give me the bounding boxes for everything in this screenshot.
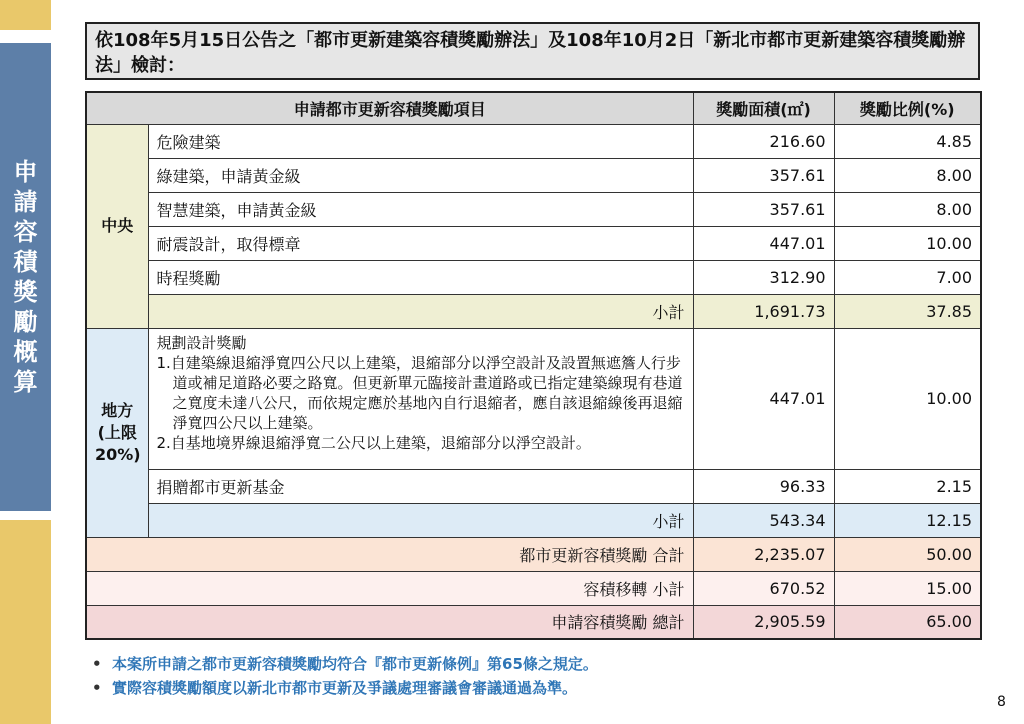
- sidebar-top-accent: [0, 0, 51, 30]
- notes-list: [92, 652, 972, 700]
- plan-item-1: 1.自建築線退縮淨寬四公尺以上建築，退縮部分以淨空設計及設置無遮簷人行步道或補足道路必要之路寬。但更新單元臨接計畫道路或已指定建築線現有巷道之寬度未達八公尺，而依規定應於基地內自行退縮者，應自該退縮線後再退縮淨寬四公尺以上建築。: [156, 353, 683, 432]
- page-number: 8: [997, 694, 1006, 710]
- subtotal-label: 小計: [148, 503, 693, 537]
- grand-total-label: 申請容積獎勵 總計: [86, 605, 693, 639]
- row-name: 綠建築，申請黃金級: [148, 158, 693, 192]
- note-item: [92, 652, 972, 676]
- row-area: 96.33: [693, 469, 834, 503]
- subtotal-area: 1,691.73: [693, 294, 834, 328]
- group-local-label: 地方 (上限 20%): [86, 328, 148, 537]
- row-ratio: 10.00: [834, 328, 981, 469]
- note-text: 實際容積獎勵額度以新北市都市更新及爭議處理審議會審議通過為準。: [112, 679, 578, 697]
- subtotal-area: 543.34: [693, 503, 834, 537]
- bullet-icon: •: [92, 655, 102, 673]
- bonus-table: [85, 91, 982, 640]
- note-item: [92, 676, 972, 700]
- table-header-row: [86, 92, 981, 124]
- row-area: 447.01: [693, 226, 834, 260]
- subtotal-ratio: 37.85: [834, 294, 981, 328]
- sidebar-title: 申請容積獎勵概算: [13, 158, 38, 396]
- header-ratio: 獎勵比例(%): [834, 92, 981, 124]
- plan-item-2: 2.自基地境界線退縮淨寬二公尺以上建築，退縮部分以淨空設計。: [156, 433, 591, 452]
- header-item: 申請都市更新容積獎勵項目: [86, 92, 693, 124]
- transfer-row: [86, 571, 981, 605]
- row-ratio: 2.15: [834, 469, 981, 503]
- group-central-label: 中央: [86, 124, 148, 328]
- table-row: [86, 328, 981, 469]
- plan-design-cell: [148, 328, 693, 469]
- row-area: 357.61: [693, 158, 834, 192]
- transfer-ratio: 15.00: [834, 571, 981, 605]
- row-name: 危險建築: [148, 124, 693, 158]
- row-ratio: 8.00: [834, 192, 981, 226]
- bullet-icon: •: [92, 679, 102, 697]
- total-bonus-row: [86, 537, 981, 571]
- transfer-area: 670.52: [693, 571, 834, 605]
- row-area: 357.61: [693, 192, 834, 226]
- local-subtotal-row: [86, 503, 981, 537]
- table-row: [86, 226, 981, 260]
- transfer-label: 容積移轉 小計: [86, 571, 693, 605]
- table-row: [86, 192, 981, 226]
- note-text: 本案所申請之都市更新容積獎勵均符合『都市更新條例』第65條之規定。: [112, 655, 598, 673]
- row-name: 智慧建築，申請黃金級: [148, 192, 693, 226]
- row-area: 216.60: [693, 124, 834, 158]
- total-bonus-ratio: 50.00: [834, 537, 981, 571]
- plan-title: 規劃設計獎勵: [156, 333, 247, 352]
- grand-total-ratio: 65.00: [834, 605, 981, 639]
- row-ratio: 8.00: [834, 158, 981, 192]
- row-name: 時程獎勵: [148, 260, 693, 294]
- row-area: 312.90: [693, 260, 834, 294]
- row-ratio: 10.00: [834, 226, 981, 260]
- sidebar-title-panel: [0, 43, 51, 511]
- total-bonus-label: 都市更新容積獎勵 合計: [86, 537, 693, 571]
- header-area: 獎勵面積(㎡): [693, 92, 834, 124]
- header-note: 依108年5月15日公告之「都市更新建築容積獎勵辦法」及108年10月2日「新北市都市更新建築容積獎勵辦法」檢討：: [85, 22, 980, 80]
- row-area: 447.01: [693, 328, 834, 469]
- row-ratio: 7.00: [834, 260, 981, 294]
- table-row: [86, 158, 981, 192]
- row-ratio: 4.85: [834, 124, 981, 158]
- central-subtotal-row: [86, 294, 981, 328]
- grand-total-row: [86, 605, 981, 639]
- subtotal-ratio: 12.15: [834, 503, 981, 537]
- row-name: 耐震設計，取得標章: [148, 226, 693, 260]
- subtotal-label: 小計: [148, 294, 693, 328]
- table-row: [86, 469, 981, 503]
- table-row: [86, 260, 981, 294]
- grand-total-area: 2,905.59: [693, 605, 834, 639]
- sidebar-bottom-accent: [0, 520, 51, 724]
- total-bonus-area: 2,235.07: [693, 537, 834, 571]
- table-row: [86, 124, 981, 158]
- row-name: 捐贈都市更新基金: [148, 469, 693, 503]
